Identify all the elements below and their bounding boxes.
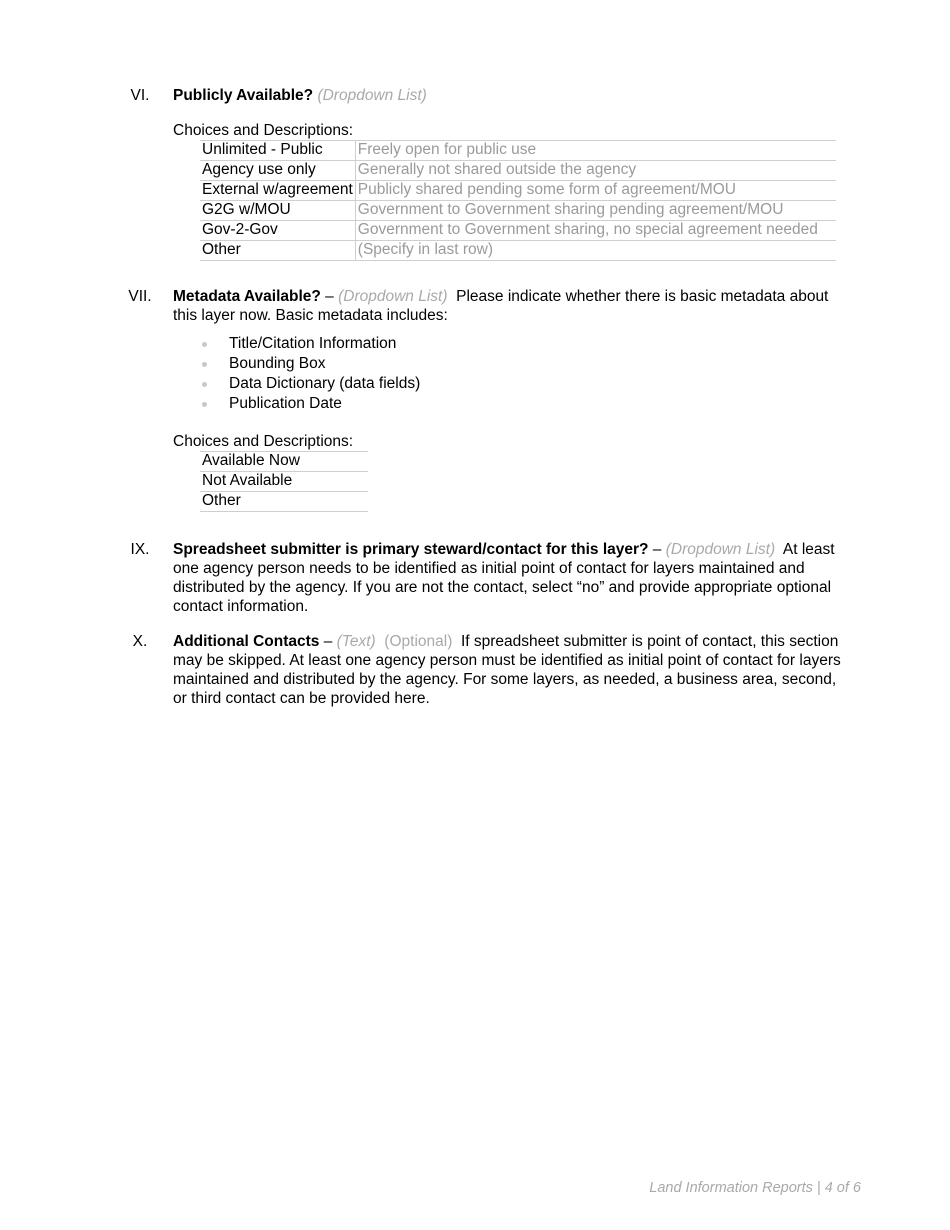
bullet-dot-icon	[202, 362, 207, 367]
bullet-dot-icon	[202, 342, 207, 347]
choice-row	[200, 201, 836, 221]
choice-row	[200, 452, 368, 472]
choice-row	[200, 161, 836, 181]
section-numeral: IX.	[130, 541, 150, 558]
field-type-hint: (Text)	[336, 633, 376, 650]
list-item	[200, 334, 420, 354]
list-item	[200, 374, 420, 394]
choice-row	[200, 241, 836, 261]
choices-label: Choices and Descriptions:	[173, 122, 354, 139]
section-heading	[173, 632, 853, 708]
list-item	[200, 394, 420, 414]
section-title: Additional Contacts	[173, 633, 320, 650]
choice-description: Government to Government sharing pending agreement/MOU	[355, 201, 836, 221]
list-item-text: Bounding Box	[229, 355, 326, 372]
section-description: Please indicate whether there is basic metadata about this layer now. Basic metadata includes:	[173, 288, 829, 324]
section-numeral: X.	[132, 633, 148, 650]
list-item-text: Publication Date	[229, 395, 342, 412]
choice-row	[200, 221, 836, 241]
choice-description: Generally not shared outside the agency	[355, 161, 836, 181]
list-item	[200, 354, 420, 374]
section-numeral: VI.	[130, 87, 150, 104]
choice-option: Other	[200, 492, 368, 512]
field-type-hint: (Dropdown List)	[338, 288, 448, 305]
choice-option: G2G w/MOU	[200, 201, 355, 221]
choice-description: Publicly shared pending some form of agreement/MOU	[355, 181, 836, 201]
title-dash: –	[648, 541, 666, 558]
optional-hint: (Optional)	[384, 633, 453, 650]
choice-row	[200, 492, 368, 512]
bullet-dot-icon	[202, 382, 207, 387]
choices-table-metadata-available	[200, 451, 368, 512]
choices-label: Choices and Descriptions:	[173, 433, 354, 450]
choice-option: External w/agreement	[200, 181, 355, 201]
page-footer: Land Information Reports | 4 of 6	[649, 1180, 861, 1196]
field-type-hint: (Dropdown List)	[317, 87, 427, 104]
section-title: Metadata Available?	[173, 288, 321, 305]
section-numeral: VII.	[128, 288, 152, 305]
section-heading	[173, 540, 853, 616]
choice-option: Available Now	[200, 452, 368, 472]
choice-option: Unlimited - Public	[200, 141, 355, 161]
choice-description: Government to Government sharing, no special agreement needed	[355, 221, 836, 241]
title-dash: –	[319, 633, 337, 650]
metadata-bullet-list	[200, 334, 420, 414]
choice-option: Not Available	[200, 472, 368, 492]
section-heading	[173, 287, 853, 325]
section-description: At least one agency person needs to be identified as initial point of contact for layers maintained and distributed by the agency. If you are not the contact, select “no” and provide appropriate optional contact information.	[173, 541, 835, 615]
choice-option: Gov-2-Gov	[200, 221, 355, 241]
choices-table-publicly-available	[200, 140, 836, 261]
list-item-text: Data Dictionary (data fields)	[229, 375, 421, 392]
choice-description: (Specify in last row)	[355, 241, 836, 261]
list-item-text: Title/Citation Information	[229, 335, 397, 352]
section-heading	[173, 86, 853, 105]
section-title: Spreadsheet submitter is primary steward/contact for this layer?	[173, 541, 649, 558]
field-type-hint: (Dropdown List)	[665, 541, 776, 558]
bullet-dot-icon	[202, 402, 207, 407]
choice-option: Agency use only	[200, 161, 355, 181]
title-dash: –	[320, 288, 339, 305]
choice-row	[200, 472, 368, 492]
choice-row	[200, 181, 836, 201]
choice-option: Other	[200, 241, 355, 261]
choice-description: Freely open for public use	[355, 141, 836, 161]
section-description: If spreadsheet submitter is point of contact, this section may be skipped. At least one agency person must be identified as initial point of contact for layers maintained and distributed by the agency. For some layers, as needed, a business area, second, or third contact can be provided here.	[173, 633, 841, 707]
choice-row	[200, 141, 836, 161]
section-title: Publicly Available?	[173, 87, 314, 104]
